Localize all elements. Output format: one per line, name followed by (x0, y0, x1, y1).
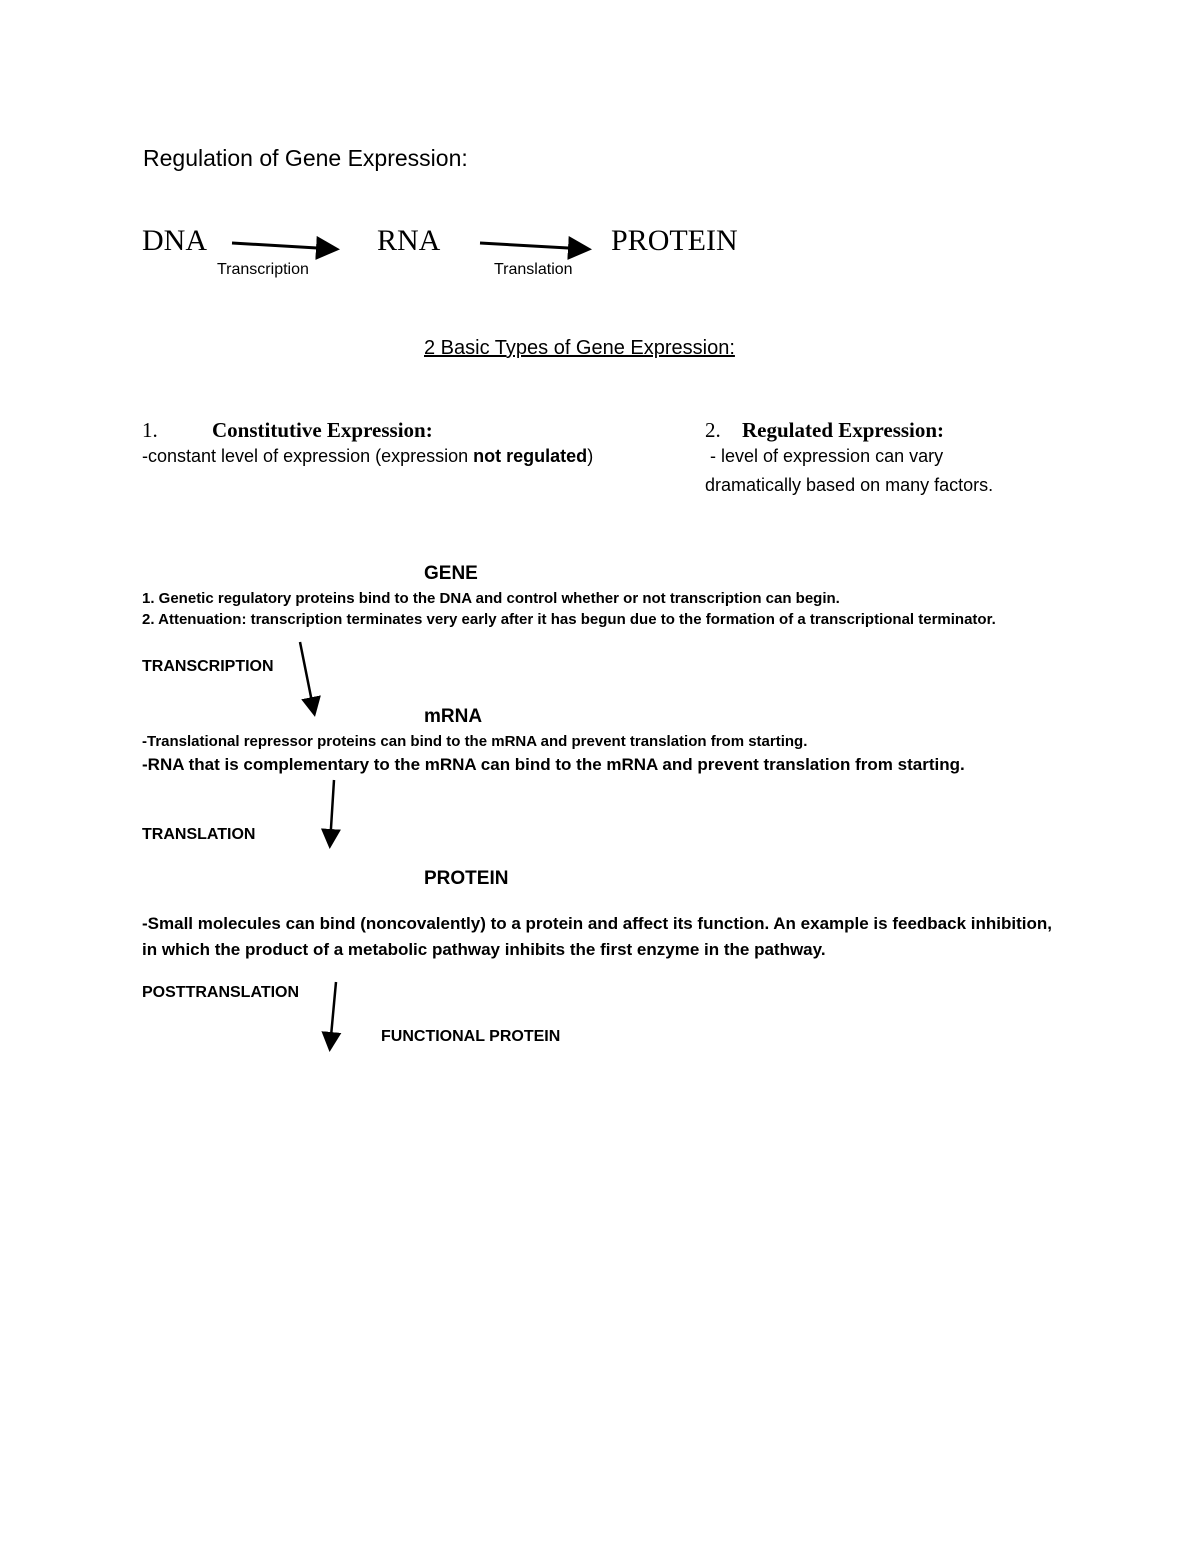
flow-dna: DNA (142, 224, 207, 257)
constitutive-description: -constant level of expression (expression not regulated) (142, 446, 594, 466)
regulated-description-line2: dramatically based on many factors. (705, 475, 994, 495)
rna-to-protein-arrow (480, 243, 586, 249)
transcription-label: TRANSCRIPTION (142, 658, 274, 675)
types-heading: 2 Basic Types of Gene Expression: (424, 337, 735, 359)
gene-label: GENE (424, 563, 478, 584)
protein-line-1: -Small molecules can bind (noncovalently) to a protein and affect its function. An example is feedback inhibition, (142, 914, 1052, 933)
posttranslation-arrow (330, 982, 336, 1047)
functional-protein-label: FUNCTIONAL PROTEIN (381, 1028, 561, 1045)
regulated-number: 2. (705, 418, 721, 442)
constitutive-number: 1. (142, 418, 158, 442)
regulated-title: Regulated Expression: (742, 418, 945, 442)
mrna-label: mRNA (424, 706, 483, 727)
flow-transcription-label: Transcription (217, 261, 309, 278)
translation-arrow (330, 780, 334, 844)
mrna-point-1: -Translational repressor proteins can bind to the mRNA and prevent translation from starting. (142, 733, 808, 750)
regulated-description-line1: - level of expression can vary (705, 446, 944, 466)
flow-translation-label: Translation (494, 261, 573, 278)
translation-label: TRANSLATION (142, 826, 256, 843)
constitutive-title: Constitutive Expression: (212, 418, 433, 442)
flow-protein: PROTEIN (611, 224, 738, 257)
posttranslation-label: POSTTRANSLATION (142, 984, 300, 1001)
page-title: Regulation of Gene Expression: (143, 145, 468, 171)
mrna-point-2: -RNA that is complementary to the mRNA can bind to the mRNA and prevent translation from starting. (142, 755, 965, 774)
transcription-arrow (300, 642, 314, 712)
flow-rna: RNA (377, 224, 441, 257)
gene-point-2: 2. Attenuation: transcription terminates very early after it has begun due to the formation of a transcriptional terminator. (142, 611, 996, 628)
protein-label: PROTEIN (424, 868, 509, 889)
dna-to-rna-arrow (232, 243, 334, 249)
protein-line-2: in which the product of a metabolic pathway inhibits the first enzyme in the pathway. (142, 940, 826, 959)
gene-point-1: 1. Genetic regulatory proteins bind to the DNA and control whether or not transcription can begin. (142, 590, 840, 607)
